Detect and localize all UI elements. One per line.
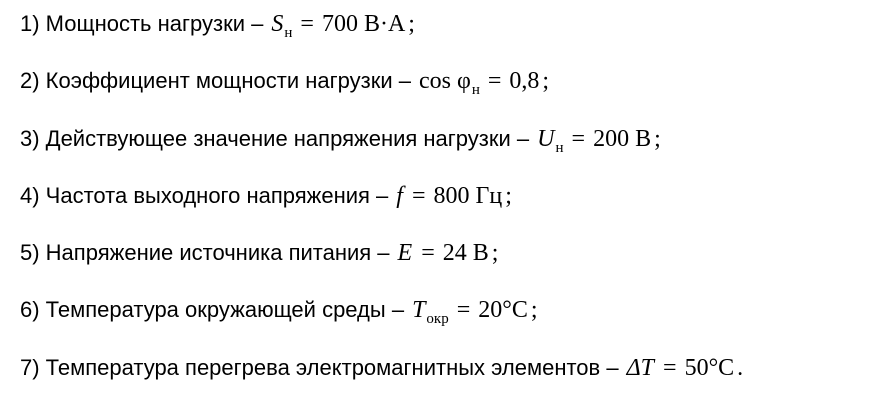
subscript: н [555, 140, 564, 156]
variable: S [271, 11, 284, 37]
list-item [20, 176, 512, 216]
terminator: ; [654, 126, 661, 152]
terminator: ; [530, 297, 538, 323]
variable: f [396, 183, 403, 209]
list-item [20, 4, 415, 44]
list-item [20, 290, 538, 330]
variable: E [397, 240, 413, 266]
terminator: ; [408, 11, 415, 37]
value: 50°C [684, 355, 735, 381]
equals-sign: = [411, 183, 426, 209]
terminator: ; [542, 68, 550, 94]
equals-sign: = [571, 126, 586, 152]
value: 700 В·А [321, 11, 406, 37]
formula [398, 233, 499, 273]
value: 800 Гц [433, 183, 503, 209]
subscript: н [471, 82, 480, 98]
item-label: 3) Действующее значение напряжения нагрузки – [20, 126, 530, 151]
variable: U [537, 126, 555, 152]
item-label: 6) Температура окружающей среды – [20, 297, 405, 322]
equals-sign: = [663, 355, 677, 381]
item-label: 2) Коэффициент мощности нагрузки – [20, 68, 411, 93]
terminator: . [737, 355, 744, 381]
formula [537, 119, 661, 162]
item-label: 7) Температура перегрева электромагнитных элементов – [20, 355, 619, 380]
variable: cos φ [418, 68, 471, 94]
formula [271, 4, 415, 47]
variable: T [412, 297, 426, 323]
subscript: окр [426, 311, 449, 327]
list-item [20, 61, 549, 101]
formula [412, 290, 537, 333]
equals-sign: = [456, 297, 471, 323]
formula [396, 176, 512, 216]
list-item [20, 119, 661, 159]
value: 20°C [478, 297, 528, 323]
list-item [20, 348, 743, 388]
subscript: н [284, 25, 293, 41]
value: 200 В [593, 126, 652, 152]
variable: ΔT [626, 355, 655, 381]
equals-sign: = [421, 240, 435, 266]
equals-sign: = [487, 68, 502, 94]
value: 0,8 [509, 68, 540, 94]
equals-sign: = [300, 11, 314, 37]
formula [627, 348, 744, 388]
terminator: ; [505, 183, 512, 209]
list-item [20, 233, 498, 273]
item-label: 1) Мощность нагрузки – [20, 11, 264, 36]
item-label: 5) Напряжение источника питания – [20, 240, 390, 265]
value: 24 В [442, 240, 489, 266]
terminator: ; [491, 240, 499, 266]
formula [419, 61, 549, 104]
item-label: 4) Частота выходного напряжения – [20, 183, 389, 208]
